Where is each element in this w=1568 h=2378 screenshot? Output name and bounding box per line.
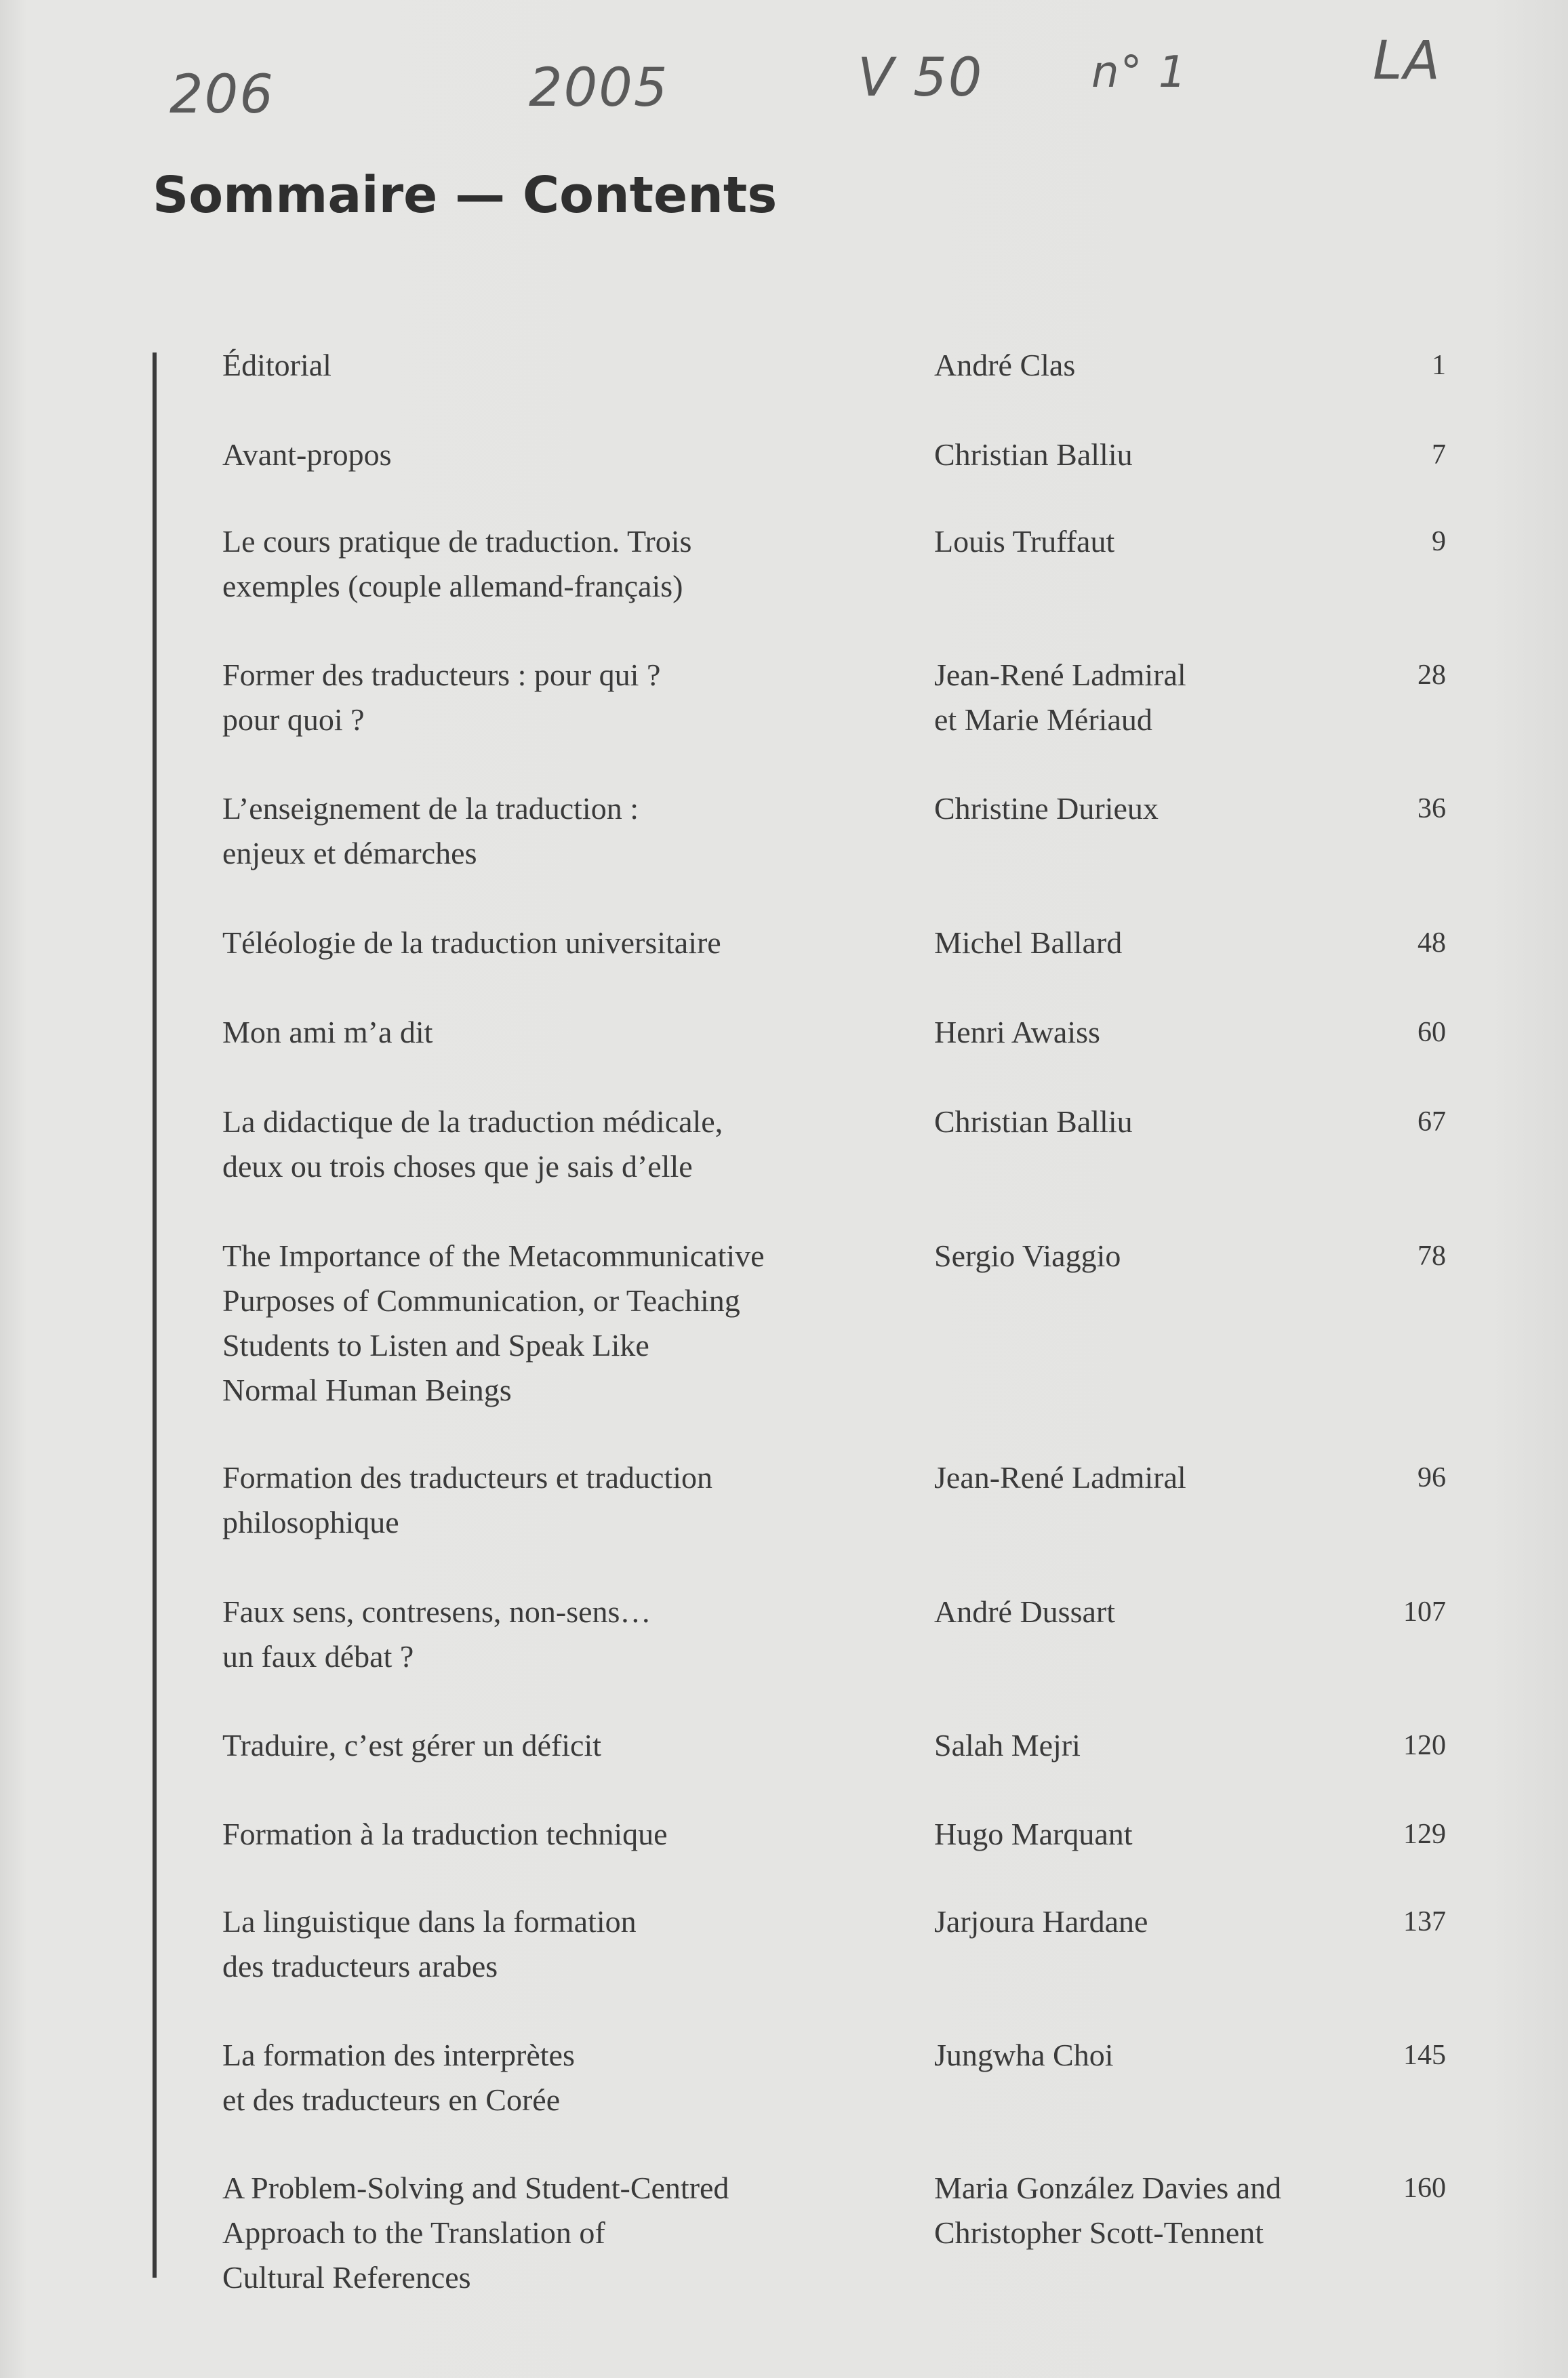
entry-page-number: 137 <box>1403 1906 1446 1937</box>
entry-author: Sergio Viaggio <box>934 1238 1121 1273</box>
entry-page-number: 78 <box>1418 1241 1446 1272</box>
entry-author: Christine Durieux <box>934 791 1159 826</box>
entry-author: Salah Mejri <box>934 1728 1081 1762</box>
entry-page-number: 67 <box>1418 1106 1446 1137</box>
entry-title: Avant-propos <box>222 437 392 472</box>
entry-title: A Problem-Solving and Student-Centred Approach to the Translation of Cultural References <box>222 2171 729 2295</box>
handwritten-note-issue: n° 1 <box>1091 47 1188 98</box>
entry-author: Jean-René Ladmiral et Marie Mériaud <box>934 658 1186 737</box>
entry-title: Le cours pratique de traduction. Trois exemples (couple allemand-français) <box>222 524 692 603</box>
entry-title: Téléologie de la traduction universitaire <box>222 925 721 960</box>
entry-title: Formation à la traduction technique <box>222 1817 668 1851</box>
entry-page-number: 9 <box>1432 526 1446 557</box>
entry-title: La didactique de la traduction médicale, deux ou trois choses que je sais d’elle <box>222 1104 723 1184</box>
entry-title: Faux sens, contresens, non-sens… un faux débat ? <box>222 1594 651 1674</box>
entry-page-number: 129 <box>1403 1819 1446 1850</box>
entry-page-number: 96 <box>1418 1462 1446 1493</box>
entry-author: Jungwha Choi <box>934 2038 1114 2072</box>
entry-author: Michel Ballard <box>934 925 1123 960</box>
handwritten-note-initials: LA <box>1373 31 1441 92</box>
entry-title: Éditorial <box>222 348 331 382</box>
handwritten-note-year: 2005 <box>529 58 669 119</box>
entry-page-number: 28 <box>1418 660 1446 691</box>
entry-page-number: 60 <box>1418 1017 1446 1048</box>
handwritten-note-number: 206 <box>169 64 275 125</box>
entry-title: La formation des interprètes et des traducteurs en Corée <box>222 2038 575 2117</box>
entry-title: The Importance of the Metacommunicative Purposes of Communication, or Teaching Students to Listen and Speak Like Normal Human Beings <box>222 1238 765 1407</box>
entry-author: Henri Awaiss <box>934 1015 1100 1049</box>
entry-title: Mon ami m’a dit <box>222 1015 433 1049</box>
entry-title: Formation des traducteurs et traduction philosophique <box>222 1460 713 1539</box>
entry-page-number: 160 <box>1403 2173 1446 2204</box>
entry-page-number: 7 <box>1432 439 1446 470</box>
entry-page-number: 1 <box>1432 350 1446 381</box>
entry-author: Louis Truffaut <box>934 524 1115 559</box>
entry-title: La linguistique dans la formation des traducteurs arabes <box>222 1904 637 1983</box>
entry-page-number: 36 <box>1418 793 1446 824</box>
entry-page-number: 145 <box>1403 2040 1446 2071</box>
entry-author: Christian Balliu <box>934 437 1133 472</box>
entry-author: Jarjoura Hardane <box>934 1904 1148 1939</box>
page-title: Sommaire — Contents <box>153 166 778 224</box>
entry-page-number: 120 <box>1403 1730 1446 1761</box>
entry-author: Christian Balliu <box>934 1104 1133 1139</box>
entry-author: André Dussart <box>934 1594 1115 1629</box>
entry-author: Maria González Davies and Christopher Scott-Tennent <box>934 2171 1282 2250</box>
entry-page-number: 48 <box>1418 927 1446 959</box>
entry-page-number: 107 <box>1403 1596 1446 1628</box>
entry-title: Traduire, c’est gérer un déficit <box>222 1728 602 1762</box>
entry-author: Hugo Marquant <box>934 1817 1133 1851</box>
entry-title: L’enseignement de la traduction : enjeux et démarches <box>222 791 639 870</box>
entry-author: André Clas <box>934 348 1076 382</box>
entry-author: Jean-René Ladmiral <box>934 1460 1186 1495</box>
entry-title: Former des traducteurs : pour qui ? pour quoi ? <box>222 658 661 737</box>
handwritten-note-volume: V 50 <box>858 47 984 108</box>
